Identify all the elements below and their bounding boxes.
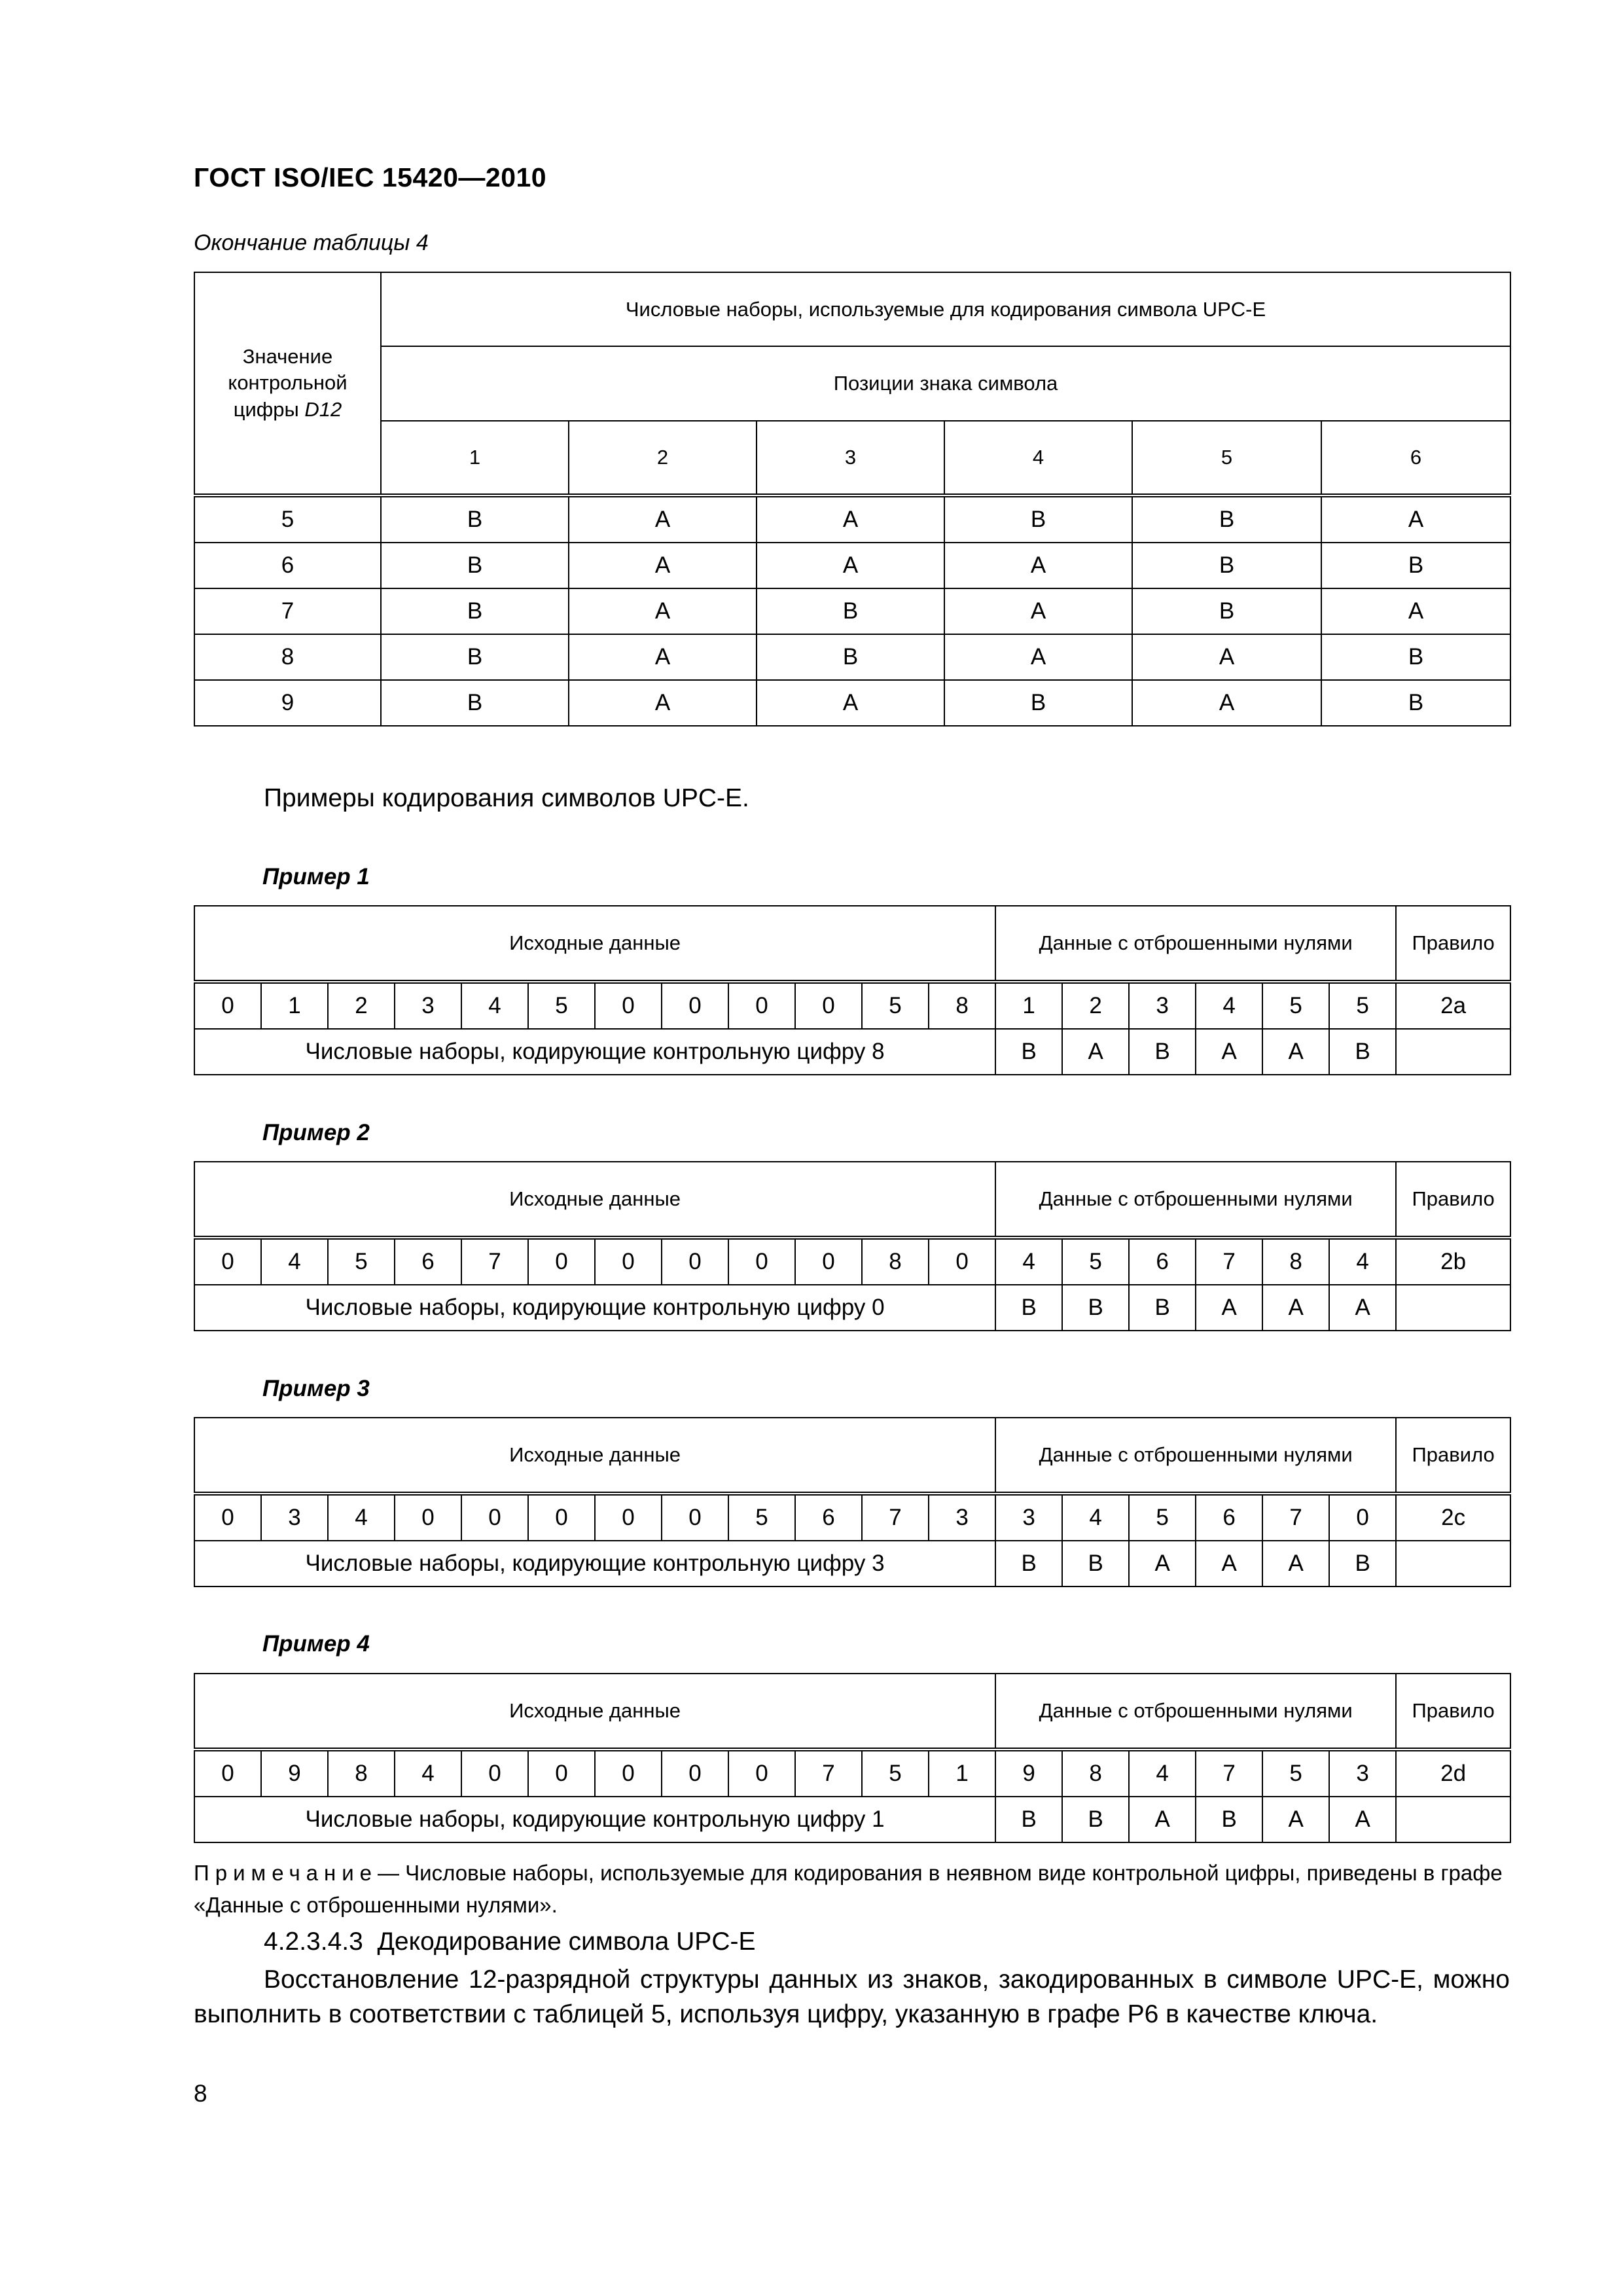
- number-set-cell: A: [1321, 495, 1510, 543]
- example-header-row: [194, 1418, 1510, 1494]
- zero-suppressed-header: Данные с отброшенными нулями: [995, 1418, 1396, 1494]
- source-digit-cell: 0: [595, 1494, 662, 1541]
- number-set-cell: B: [1129, 1029, 1196, 1075]
- source-digit-cell: 8: [929, 982, 995, 1029]
- source-digit-cell: 0: [662, 982, 728, 1029]
- number-set-cell: A: [944, 588, 1132, 634]
- example-data-row: [194, 982, 1510, 1029]
- source-digit-cell: 6: [395, 1238, 461, 1285]
- source-digit-cell: 0: [662, 1238, 728, 1285]
- table-row: [194, 495, 1510, 543]
- source-digit-cell: 8: [328, 1749, 395, 1797]
- sets-description-cell: Числовые наборы, кодирующие контрольную цифру 1: [194, 1797, 995, 1842]
- number-set-cell: A: [1321, 588, 1510, 634]
- number-set-cell: A: [1196, 1541, 1262, 1587]
- zero-suppressed-digit-cell: 8: [1262, 1238, 1329, 1285]
- page-number: 8: [194, 2080, 207, 2107]
- example-label: Пример 4: [262, 1631, 370, 1657]
- zero-suppressed-header: Данные с отброшенными нулями: [995, 1162, 1396, 1238]
- number-set-cell: A: [569, 495, 757, 543]
- note: [194, 1857, 1510, 1921]
- number-set-cell: B: [381, 495, 569, 543]
- source-digit-cell: 8: [862, 1238, 929, 1285]
- source-digit-cell: 0: [528, 1238, 595, 1285]
- number-set-cell: B: [995, 1541, 1062, 1587]
- source-digit-cell: 0: [461, 1494, 528, 1541]
- zero-suppressed-digit-cell: 3: [1129, 982, 1196, 1029]
- number-set-cell: A: [569, 680, 757, 726]
- source-digit-cell: 1: [261, 982, 328, 1029]
- position-header: 2: [569, 421, 757, 495]
- number-set-cell: A: [1262, 1029, 1329, 1075]
- source-digit-cell: 2: [328, 982, 395, 1029]
- table-row: [194, 634, 1510, 680]
- note-prefix: Примечание: [194, 1861, 378, 1885]
- source-digit-cell: 0: [528, 1749, 595, 1797]
- zero-suppressed-digit-cell: 7: [1262, 1494, 1329, 1541]
- source-digit-cell: 0: [194, 1494, 261, 1541]
- rule-header: Правило: [1396, 1162, 1510, 1238]
- zero-suppressed-digit-cell: 4: [1062, 1494, 1129, 1541]
- source-data-header: Исходные данные: [194, 1418, 995, 1494]
- zero-suppressed-digit-cell: 6: [1129, 1238, 1196, 1285]
- number-set-cell: A: [569, 543, 757, 588]
- source-digit-cell: 0: [194, 982, 261, 1029]
- source-digit-cell: 1: [929, 1749, 995, 1797]
- number-set-cell: A: [1062, 1029, 1129, 1075]
- example-label: Пример 3: [262, 1376, 370, 1401]
- source-digit-cell: 9: [261, 1749, 328, 1797]
- rule-cell: 2c: [1396, 1494, 1510, 1541]
- number-set-cell: A: [1196, 1285, 1262, 1331]
- source-digit-cell: 0: [795, 982, 862, 1029]
- source-digit-cell: 7: [795, 1749, 862, 1797]
- sets-description-cell: Числовые наборы, кодирующие контрольную цифру 3: [194, 1541, 995, 1587]
- example-sets-row: [194, 1285, 1510, 1331]
- zero-suppressed-digit-cell: 7: [1196, 1238, 1262, 1285]
- zero-suppressed-digit-cell: 3: [1329, 1749, 1396, 1797]
- examples-intro: Примеры кодирования символов UPC-E.: [264, 784, 749, 812]
- number-set-cell: B: [995, 1797, 1062, 1842]
- number-set-cell: A: [757, 543, 944, 588]
- number-set-cell: A: [1262, 1285, 1329, 1331]
- zero-suppressed-digit-cell: 4: [1196, 982, 1262, 1029]
- number-set-cell: A: [1129, 1541, 1196, 1587]
- rule-header: Правило: [1396, 906, 1510, 982]
- zero-suppressed-digit-cell: 3: [995, 1494, 1062, 1541]
- zero-suppressed-digit-cell: 7: [1196, 1749, 1262, 1797]
- source-digit-cell: 0: [194, 1238, 261, 1285]
- zero-suppressed-digit-cell: 8: [1062, 1749, 1129, 1797]
- source-digit-cell: 0: [528, 1494, 595, 1541]
- source-digit-cell: 5: [862, 1749, 929, 1797]
- number-set-cell: B: [944, 680, 1132, 726]
- source-digit-cell: 0: [595, 1238, 662, 1285]
- number-set-cell: A: [1132, 634, 1321, 680]
- number-set-cell: B: [1321, 634, 1510, 680]
- source-digit-cell: 0: [662, 1749, 728, 1797]
- check-digit-header-line2: контрольной: [228, 371, 348, 395]
- empty-cell: [1396, 1797, 1510, 1842]
- number-set-cell: A: [944, 634, 1132, 680]
- position-header: 1: [381, 421, 569, 495]
- source-digit-cell: 0: [728, 1749, 795, 1797]
- source-digit-cell: 0: [595, 1749, 662, 1797]
- section-heading: [264, 1928, 755, 1956]
- example-data-row: [194, 1494, 1510, 1541]
- check-digit-cell: 5: [194, 495, 381, 543]
- example-data-row: [194, 1749, 1510, 1797]
- source-data-header: Исходные данные: [194, 906, 995, 982]
- zero-suppressed-digit-cell: 5: [1329, 982, 1396, 1029]
- check-digit-cell: 9: [194, 680, 381, 726]
- example-table: [194, 1673, 1511, 1843]
- body-paragraph: [194, 1962, 1510, 2032]
- check-digit-cell: 7: [194, 588, 381, 634]
- check-digit-cell: 8: [194, 634, 381, 680]
- number-set-cell: B: [1132, 543, 1321, 588]
- sets-description-cell: Числовые наборы, кодирующие контрольную цифру 8: [194, 1029, 995, 1075]
- number-set-cell: B: [1321, 543, 1510, 588]
- zero-suppressed-digit-cell: 5: [1262, 1749, 1329, 1797]
- check-digit-header: [194, 272, 381, 495]
- example-sets-row: [194, 1797, 1510, 1842]
- number-set-cell: B: [381, 543, 569, 588]
- zero-suppressed-digit-cell: 5: [1129, 1494, 1196, 1541]
- source-digit-cell: 0: [929, 1238, 995, 1285]
- source-digit-cell: 0: [194, 1749, 261, 1797]
- number-set-cell: B: [995, 1029, 1062, 1075]
- source-digit-cell: 4: [395, 1749, 461, 1797]
- zero-suppressed-digit-cell: 4: [1129, 1749, 1196, 1797]
- number-set-cell: A: [757, 680, 944, 726]
- table-4: [194, 272, 1511, 726]
- position-header: 5: [1132, 421, 1321, 495]
- source-digit-cell: 6: [795, 1494, 862, 1541]
- zero-suppressed-digit-cell: 4: [995, 1238, 1062, 1285]
- rule-header: Правило: [1396, 1418, 1510, 1494]
- position-header: 6: [1321, 421, 1510, 495]
- section-number: 4.2.3.4.3: [264, 1928, 363, 1956]
- source-digit-cell: 0: [395, 1494, 461, 1541]
- example-sets-row: [194, 1541, 1510, 1587]
- table-row: [194, 680, 1510, 726]
- example-header-row: [194, 1674, 1510, 1749]
- example-header-row: [194, 906, 1510, 982]
- number-set-cell: B: [1329, 1541, 1396, 1587]
- source-digit-cell: 7: [461, 1238, 528, 1285]
- source-data-header: Исходные данные: [194, 1162, 995, 1238]
- source-digit-cell: 0: [461, 1749, 528, 1797]
- number-set-cell: B: [1132, 495, 1321, 543]
- body-paragraph-text: Восстановление 12-разрядной структуры данных из знаков, закодированных в символе UPC-E, можно выполнить в соответствии с таблицей 5, используя цифру, указанную в графе P6 в качестве ключа.: [194, 1965, 1510, 2028]
- example-label: Пример 2: [262, 1120, 370, 1145]
- source-digit-cell: 5: [728, 1494, 795, 1541]
- empty-cell: [1396, 1541, 1510, 1587]
- zero-suppressed-digit-cell: 0: [1329, 1494, 1396, 1541]
- zero-suppressed-digit-cell: 5: [1062, 1238, 1129, 1285]
- number-set-cell: B: [381, 634, 569, 680]
- example-data-row: [194, 1238, 1510, 1285]
- symbol-positions-header: Позиции знака символа: [381, 346, 1510, 421]
- number-set-cell: B: [757, 588, 944, 634]
- source-digit-cell: 3: [261, 1494, 328, 1541]
- number-set-cell: A: [757, 495, 944, 543]
- number-set-cell: B: [944, 495, 1132, 543]
- table-row: [194, 588, 1510, 634]
- check-digit-header-var: D12: [304, 397, 342, 421]
- source-digit-cell: 4: [461, 982, 528, 1029]
- number-sets-header: Числовые наборы, используемые для кодирования символа UPC-E: [381, 272, 1510, 346]
- number-set-cell: A: [1132, 680, 1321, 726]
- number-set-cell: A: [569, 588, 757, 634]
- zero-suppressed-digit-cell: 2: [1062, 982, 1129, 1029]
- rule-cell: 2d: [1396, 1749, 1510, 1797]
- source-digit-cell: 3: [929, 1494, 995, 1541]
- position-header: 4: [944, 421, 1132, 495]
- number-set-cell: B: [1062, 1541, 1129, 1587]
- number-set-cell: B: [1129, 1285, 1196, 1331]
- number-set-cell: B: [381, 588, 569, 634]
- number-set-cell: B: [757, 634, 944, 680]
- zero-suppressed-digit-cell: 4: [1329, 1238, 1396, 1285]
- empty-cell: [1396, 1029, 1510, 1075]
- example-table: [194, 1417, 1511, 1587]
- rule-cell: 2a: [1396, 982, 1510, 1029]
- number-set-cell: B: [1062, 1797, 1129, 1842]
- example-header-row: [194, 1162, 1510, 1238]
- number-set-cell: A: [944, 543, 1132, 588]
- source-data-header: Исходные данные: [194, 1674, 995, 1749]
- zero-suppressed-digit-cell: 1: [995, 982, 1062, 1029]
- number-set-cell: B: [995, 1285, 1062, 1331]
- empty-cell: [1396, 1285, 1510, 1331]
- check-digit-cell: 6: [194, 543, 381, 588]
- note-text: — Числовые наборы, используемые для кодирования в неявном виде контрольной цифры, приведены в графе «Данные с отброшенными нулями».: [194, 1861, 1503, 1917]
- table-continuation-caption: Окончание таблицы 4: [194, 230, 429, 255]
- example-label: Пример 1: [262, 864, 370, 889]
- example-table: [194, 905, 1511, 1075]
- number-set-cell: B: [1062, 1285, 1129, 1331]
- sets-description-cell: Числовые наборы, кодирующие контрольную цифру 0: [194, 1285, 995, 1331]
- source-digit-cell: 4: [328, 1494, 395, 1541]
- number-set-cell: A: [1262, 1797, 1329, 1842]
- zero-suppressed-digit-cell: 6: [1196, 1494, 1262, 1541]
- source-digit-cell: 0: [795, 1238, 862, 1285]
- document-code: ГОСТ ISO/IEC 15420—2010: [194, 162, 547, 192]
- position-header: 3: [757, 421, 944, 495]
- number-set-cell: A: [1329, 1285, 1396, 1331]
- number-set-cell: A: [1129, 1797, 1196, 1842]
- source-digit-cell: 0: [728, 1238, 795, 1285]
- zero-suppressed-digit-cell: 9: [995, 1749, 1062, 1797]
- number-set-cell: B: [1329, 1029, 1396, 1075]
- source-digit-cell: 5: [862, 982, 929, 1029]
- source-digit-cell: 0: [728, 982, 795, 1029]
- check-digit-header-line1: Значение: [242, 345, 333, 368]
- source-digit-cell: 5: [328, 1238, 395, 1285]
- table-row: [194, 543, 1510, 588]
- zero-suppressed-digit-cell: 5: [1262, 982, 1329, 1029]
- number-set-cell: B: [1321, 680, 1510, 726]
- number-set-cell: A: [1196, 1029, 1262, 1075]
- source-digit-cell: 5: [528, 982, 595, 1029]
- zero-suppressed-header: Данные с отброшенными нулями: [995, 906, 1396, 982]
- section-title: Декодирование символа UPC-E: [377, 1928, 756, 1956]
- source-digit-cell: 4: [261, 1238, 328, 1285]
- number-set-cell: A: [1262, 1541, 1329, 1587]
- source-digit-cell: 7: [862, 1494, 929, 1541]
- number-set-cell: B: [1132, 588, 1321, 634]
- zero-suppressed-header: Данные с отброшенными нулями: [995, 1674, 1396, 1749]
- source-digit-cell: 0: [595, 982, 662, 1029]
- number-set-cell: A: [1329, 1797, 1396, 1842]
- example-table: [194, 1161, 1511, 1331]
- check-digit-header-line3: цифры: [233, 397, 299, 421]
- number-set-cell: B: [381, 680, 569, 726]
- rule-cell: 2b: [1396, 1238, 1510, 1285]
- source-digit-cell: 0: [662, 1494, 728, 1541]
- example-sets-row: [194, 1029, 1510, 1075]
- number-set-cell: A: [569, 634, 757, 680]
- rule-header: Правило: [1396, 1674, 1510, 1749]
- number-set-cell: B: [1196, 1797, 1262, 1842]
- source-digit-cell: 3: [395, 982, 461, 1029]
